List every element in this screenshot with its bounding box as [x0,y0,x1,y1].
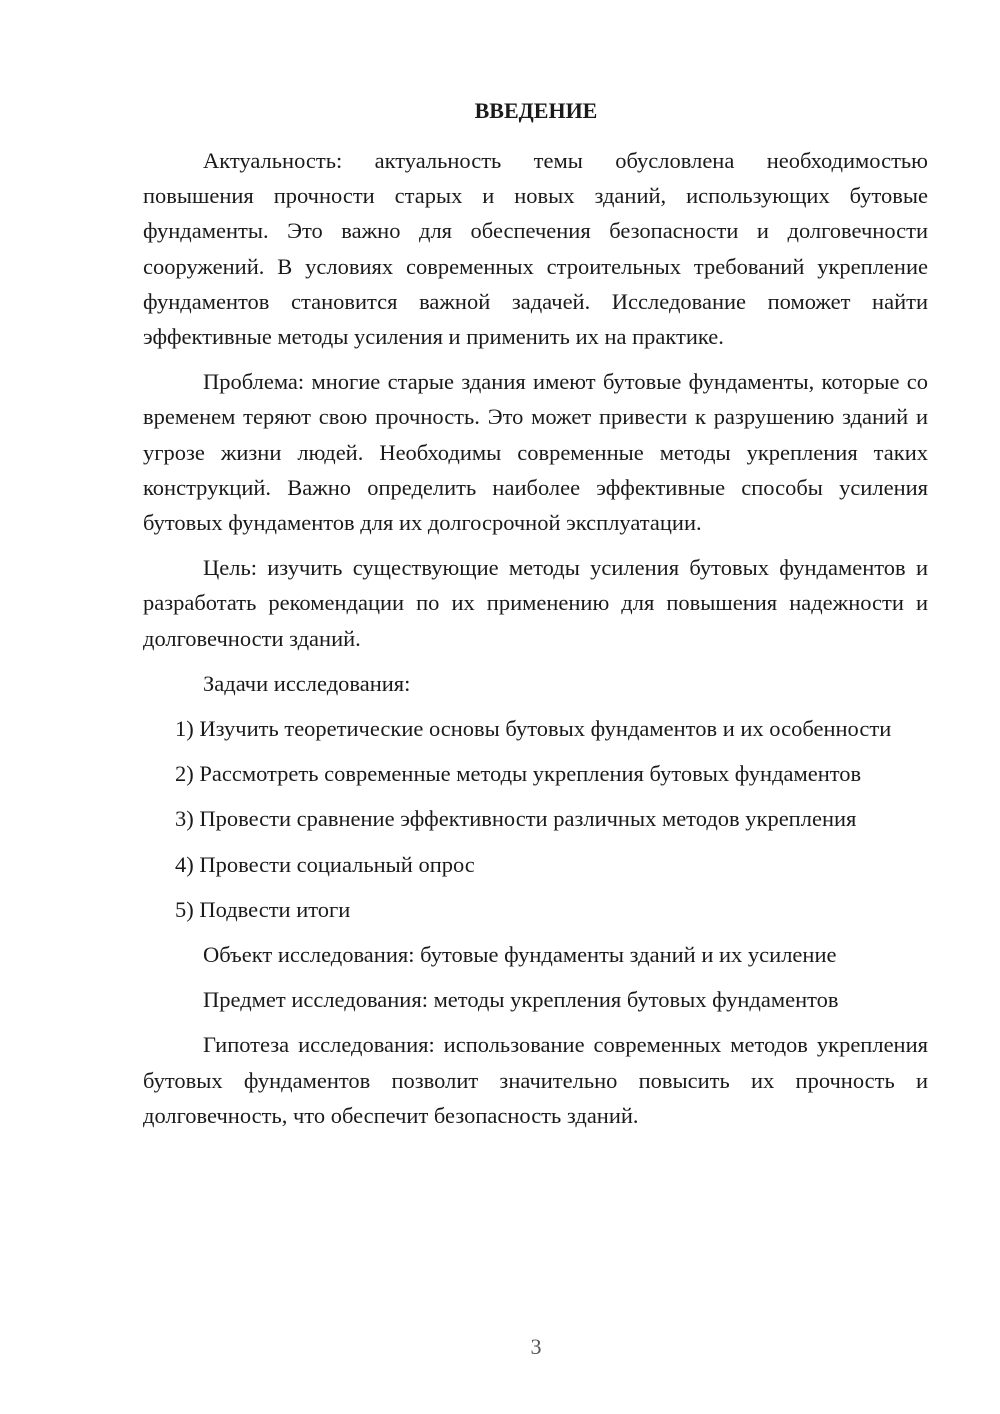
paragraph-hypothesis: Гипотеза исследования: использование современных методов укрепления бутовых фундаментов позволит значительно повысить их прочность и долговечность, что обеспечит безопасность зданий. [143,1032,928,1128]
page-title: ВВЕДЕНИЕ [474,98,598,123]
document-body [143,143,928,1133]
paragraph-problem: Проблема: многие старые здания имеют бутовые фундаменты, которые со временем теряют свою прочность. Это может привести к разрушению зданий и угрозе жизни людей. Необходимы современные методы укрепления таких конструкций. Важно определить наиболее эффективные способы усиления бутовых фундаментов для их долгосрочной эксплуатации. [143,369,928,536]
paragraph-goal: Цель: изучить существующие методы усиления бутовых фундаментов и разработать рекомендации по их применению для повышения надежности и долговечности зданий. [143,555,928,651]
task-item-3: 3) Провести сравнение эффективности различных методов укрепления [175,806,857,832]
task-item-5: 5) Подвести итоги [175,896,351,922]
paragraph-relevance: Актуальность: актуальность темы обусловлена необходимостью повышения прочности старых и новых зданий, использующих бутовые фундаменты. Это важно для обеспечения безопасности и долговечности сооружений. В условиях современных строительных требований укрепление фундаментов становится важной задачей. Исследование поможет найти эффективные методы усиления и применить их на практике. [143,148,928,350]
paragraph-object: Объект исследования: бутовые фундаменты зданий и их усиление [203,942,837,968]
paragraph-subject: Предмет исследования: методы укрепления бутовых фундаментов [203,987,839,1013]
page-number: 3 [530,1334,542,1359]
tasks-title: Задачи исследования: [203,670,411,696]
task-item-4: 4) Провести социальный опрос [175,851,475,877]
task-item-2: 2) Рассмотреть современные методы укрепления бутовых фундаментов [175,761,862,787]
task-item-1: 1) Изучить теоретические основы бутовых фундаментов и их особенности [175,716,892,742]
